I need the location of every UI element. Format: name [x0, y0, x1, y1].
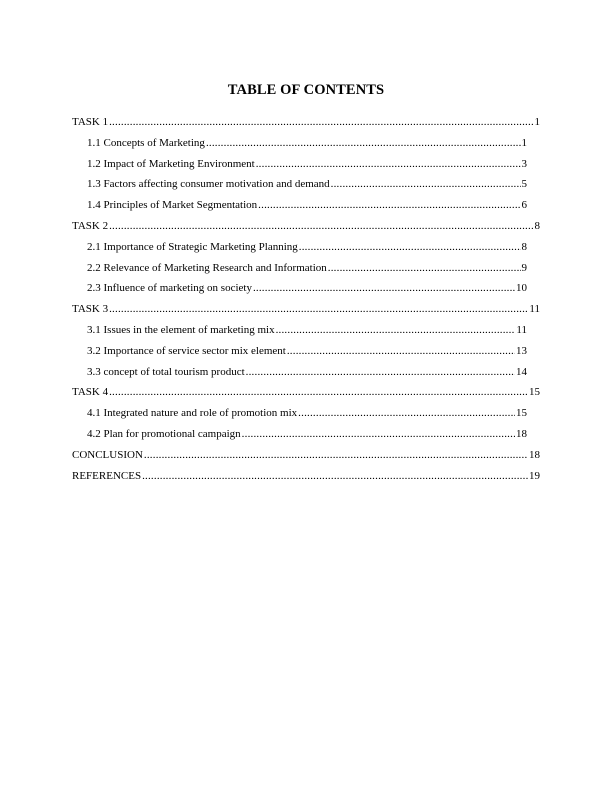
toc-entry[interactable] [72, 114, 542, 135]
toc-dot-leader [142, 468, 528, 485]
toc-page-number: 19 [529, 469, 540, 482]
toc-entry-label: REFERENCES [72, 469, 142, 482]
toc-entry[interactable] [72, 135, 542, 156]
toc-dot-leader [287, 343, 515, 360]
toc-page-number: 18 [529, 448, 540, 461]
toc-dot-leader [109, 114, 533, 131]
toc-page-number: 11 [529, 303, 540, 316]
toc-entry-label: 1.2 Impact of Marketing Environment [87, 157, 255, 170]
toc-dot-leader [144, 447, 528, 464]
toc-entry-label: TASK 2 [72, 219, 109, 232]
toc-page-number: 8 [534, 219, 540, 232]
toc-page-number: 13 [516, 344, 527, 357]
toc-page-number: 5 [521, 178, 527, 191]
toc-dot-leader [256, 156, 521, 173]
toc-entry-label: CONCLUSION [72, 448, 143, 461]
toc-dot-leader [328, 260, 521, 277]
toc-title: TABLE OF CONTENTS [227, 82, 385, 98]
toc-entry[interactable] [72, 426, 542, 447]
toc-dot-leader [109, 301, 528, 318]
toc-entry[interactable] [72, 447, 542, 468]
toc-dot-leader [242, 426, 515, 443]
toc-dot-leader [206, 135, 521, 152]
toc-entry-label: 1.1 Concepts of Marketing [87, 136, 205, 149]
toc-dot-leader [246, 364, 515, 381]
toc-page-number: 1 [534, 116, 540, 128]
toc-entry[interactable] [72, 260, 542, 281]
toc-entry[interactable] [72, 176, 542, 197]
toc-entry[interactable] [72, 384, 542, 405]
toc-entry-label: 2.3 Influence of marketing on society [87, 282, 252, 295]
toc-entry-label: 3.2 Importance of service sector mix element [87, 344, 286, 357]
toc-page-number: 8 [521, 240, 527, 253]
toc-entry-label: TASK 4 [72, 386, 109, 399]
toc-entry-label: 2.2 Relevance of Marketing Research and Information [87, 261, 327, 274]
toc-page-number: 10 [516, 282, 527, 295]
toc-entry[interactable] [72, 239, 542, 260]
toc-page-number: 15 [516, 407, 527, 420]
toc-entry[interactable] [72, 364, 542, 385]
toc-entry-label: 3.3 concept of total tourism product [87, 365, 245, 378]
toc-entry-label: 1.4 Principles of Market Segmentation [87, 199, 258, 212]
toc-dot-leader [258, 197, 520, 214]
toc-entry-label: TASK 3 [72, 303, 109, 316]
toc-entry[interactable] [72, 343, 542, 364]
toc-page-number: 15 [529, 386, 540, 399]
toc-dot-leader [276, 322, 516, 339]
toc-dot-leader [299, 239, 521, 256]
toc-page-number: 9 [521, 261, 527, 274]
toc-dot-leader [298, 405, 515, 422]
toc-list [72, 114, 542, 488]
toc-entry[interactable] [72, 156, 542, 177]
toc-dot-leader [253, 280, 515, 297]
toc-page-number: 11 [516, 323, 527, 336]
toc-page-number: 6 [521, 199, 527, 212]
toc-entry-label: 3.1 Issues in the element of marketing mix [87, 323, 275, 336]
toc-entry-label: 4.2 Plan for promotional campaign [87, 427, 241, 440]
toc-page-number: 14 [516, 365, 527, 378]
toc-dot-leader [331, 176, 521, 193]
toc-page-number: 3 [521, 157, 527, 170]
toc-page-number: 18 [516, 427, 527, 440]
toc-entry-label: 1.3 Factors affecting consumer motivation and demand [87, 178, 330, 191]
toc-entry[interactable] [72, 218, 542, 239]
toc-entry-label: 2.1 Importance of Strategic Marketing Planning [87, 240, 298, 253]
toc-entry[interactable] [72, 322, 542, 343]
toc-entry[interactable] [72, 468, 542, 489]
toc-dot-leader [109, 218, 533, 235]
toc-entry-label: TASK 1 [72, 116, 109, 128]
toc-entry[interactable] [72, 280, 542, 301]
toc-dot-leader [109, 384, 528, 401]
toc-entry[interactable] [72, 301, 542, 322]
toc-entry-label: 4.1 Integrated nature and role of promotion mix [87, 407, 298, 420]
toc-entry[interactable] [72, 197, 542, 218]
toc-page-number: 1 [521, 136, 527, 149]
toc-entry[interactable] [72, 405, 542, 426]
